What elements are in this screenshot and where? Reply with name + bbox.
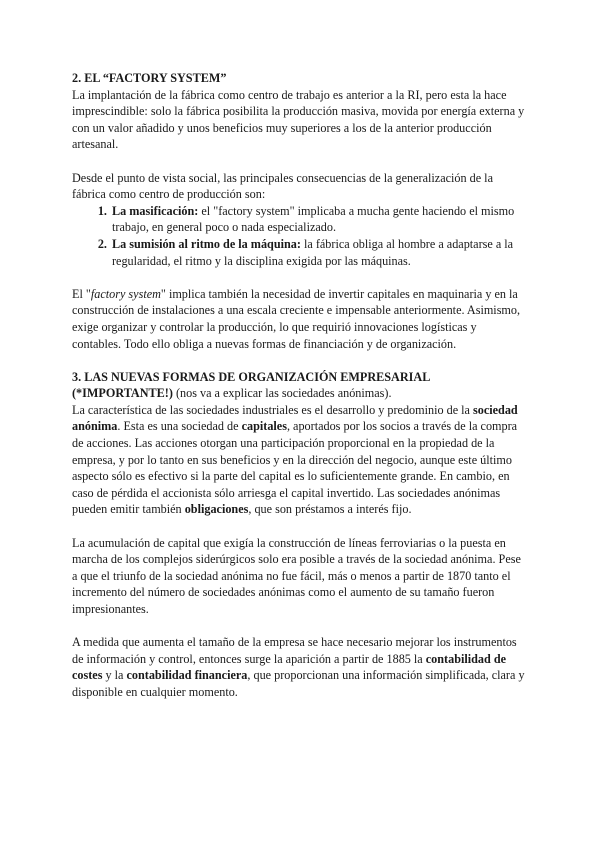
section-3-heading-tail: (nos va a explicar las sociedades anónimas). (172, 386, 392, 401)
text-run: " implica también la necesidad de invertir capitales en maquinaria y en la construcción de instalaciones a una escala creciente e impensable anteriormente. Asimismo, exige organizar y controlar la producción, lo que requirió innovaciones logísticas y contables. Todo ello obliga a nuevas formas de financiación y de organización. (72, 286, 521, 351)
bold-term: capitales (241, 419, 287, 434)
text-run: El " (72, 286, 91, 301)
text-run: , aportados por los socios a través de la compra de acciones. Las acciones otorgan una participación proporcional en la propiedad de la empresa, y por lo tanto en sus beneficios y en la dirección del negocio, aunque este último aspecto sólo es efectivo si la parte del capital es lo suficientemente grande. En cambio, en caso de pérdida el accionista sólo arriesga el capital invertido. Las sociedades anónimas pueden emitir también (72, 419, 518, 517)
list-item-term: La masificación: (112, 203, 199, 218)
text-run: La característica de las sociedades industriales es el desarrollo y predominio de la (72, 402, 474, 417)
list-item (110, 236, 528, 269)
section-3-paragraph-2: La acumulación de capital que exigía la construcción de líneas ferroviarias o la puesta en marcha de los complejos siderúrgicos solo era posible a través de la sociedad anónima. Pese a que el triunfo de la sociedad anónima no fue fácil, más o menos a partir de 1870 tanto el incremento del número de sociedades anónimas como el aumento de su tamaño fueron impresionantes. (72, 535, 521, 616)
section-3-paragraph-3 (72, 634, 528, 700)
bold-term: contabilidad financiera (126, 668, 248, 683)
section-2-heading: 2. EL “FACTORY SYSTEM” (72, 71, 227, 85)
list-item (110, 203, 528, 236)
section-3-heading (72, 369, 528, 402)
list-item-term: La sumisión al ritmo de la máquina: (112, 236, 301, 251)
document-page (72, 70, 528, 701)
bold-term: contabilidad de costes (72, 651, 507, 683)
section-2-paragraph-1: La implantación de la fábrica como centro de trabajo es anterior a la RI, pero esta la hace imprescindible: solo la fábrica posibilita la producción masiva, movida por energía externa y con un valor añadido y unos beneficios muy superiores a los de la anterior producción artesanal. (72, 87, 525, 152)
section-2-paragraph-2: Desde el punto de vista social, las principales consecuencias de la generalización de la fábrica como centro de producción son: (72, 170, 493, 202)
list-item-text: la fábrica obliga al hombre a adaptarse a la regularidad, el ritmo y la disciplina exigida por las máquinas. (112, 236, 514, 268)
section-3-paragraph-1 (72, 402, 528, 518)
text-run: . Esta es una sociedad de (117, 419, 242, 434)
section-3-heading-bold: 3. LAS NUEVAS FORMAS DE ORGANIZACIÓN EMPRESARIAL (*IMPORTANTE!) (72, 369, 430, 401)
italic-term: factory system (90, 286, 161, 301)
text-run: A medida que aumenta el tamaño de la empresa se hace necesario mejorar los instrumentos de información y control, entonces surge la aparición a partir de 1885 la (72, 635, 517, 666)
bold-term: obligaciones (184, 502, 249, 517)
text-run: y la (102, 668, 127, 683)
consequences-list (72, 203, 528, 269)
section-2-paragraph-3 (72, 286, 528, 352)
list-item-text: el "factory system" implicaba a mucha gente haciendo el mismo trabajo, en general poco o nada especializado. (112, 203, 515, 235)
text-run: , que proporcionan una información simplificada, clara y disponible en cualquier momento. (72, 668, 525, 699)
text-run: , que son préstamos a interés fijo. (248, 502, 412, 517)
bold-term: sociedad anónima (72, 402, 518, 434)
